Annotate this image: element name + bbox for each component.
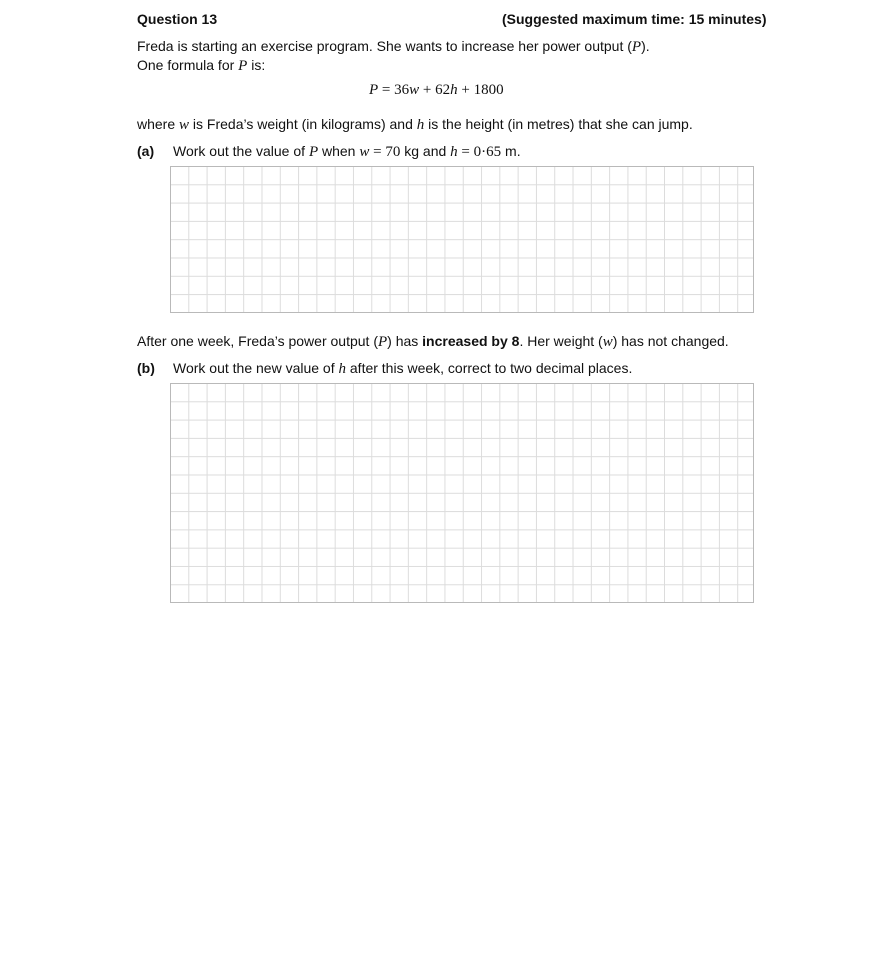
suggested-time: (Suggested maximum time: 15 minutes) <box>502 11 767 27</box>
answer-grid-b[interactable] <box>170 383 754 603</box>
answer-grid-a[interactable] <box>170 166 754 313</box>
variable-definitions: where w is Freda’s weight (in kilograms) and h is the height (in metres) that she can jump. <box>137 116 693 133</box>
power-formula: P = 36w + 62h + 1800 <box>369 82 504 98</box>
part-b-label: (b) <box>137 360 155 376</box>
part-a-question: Work out the value of P when w = 70 kg and h = 0·65 m. <box>173 143 521 160</box>
intro-line-2: One formula for P is: <box>137 57 266 74</box>
part-b-question: Work out the new value of h after this week, correct to two decimal places. <box>173 360 633 377</box>
part-a-label: (a) <box>137 143 155 159</box>
question-number: Question 13 <box>137 11 218 27</box>
after-one-week-text: After one week, Freda’s power output (P) has increased by 8. Her weight (w) has not changed. <box>137 333 729 350</box>
intro-line-1: Freda is starting an exercise program. She wants to increase her power output (P). <box>137 38 650 55</box>
